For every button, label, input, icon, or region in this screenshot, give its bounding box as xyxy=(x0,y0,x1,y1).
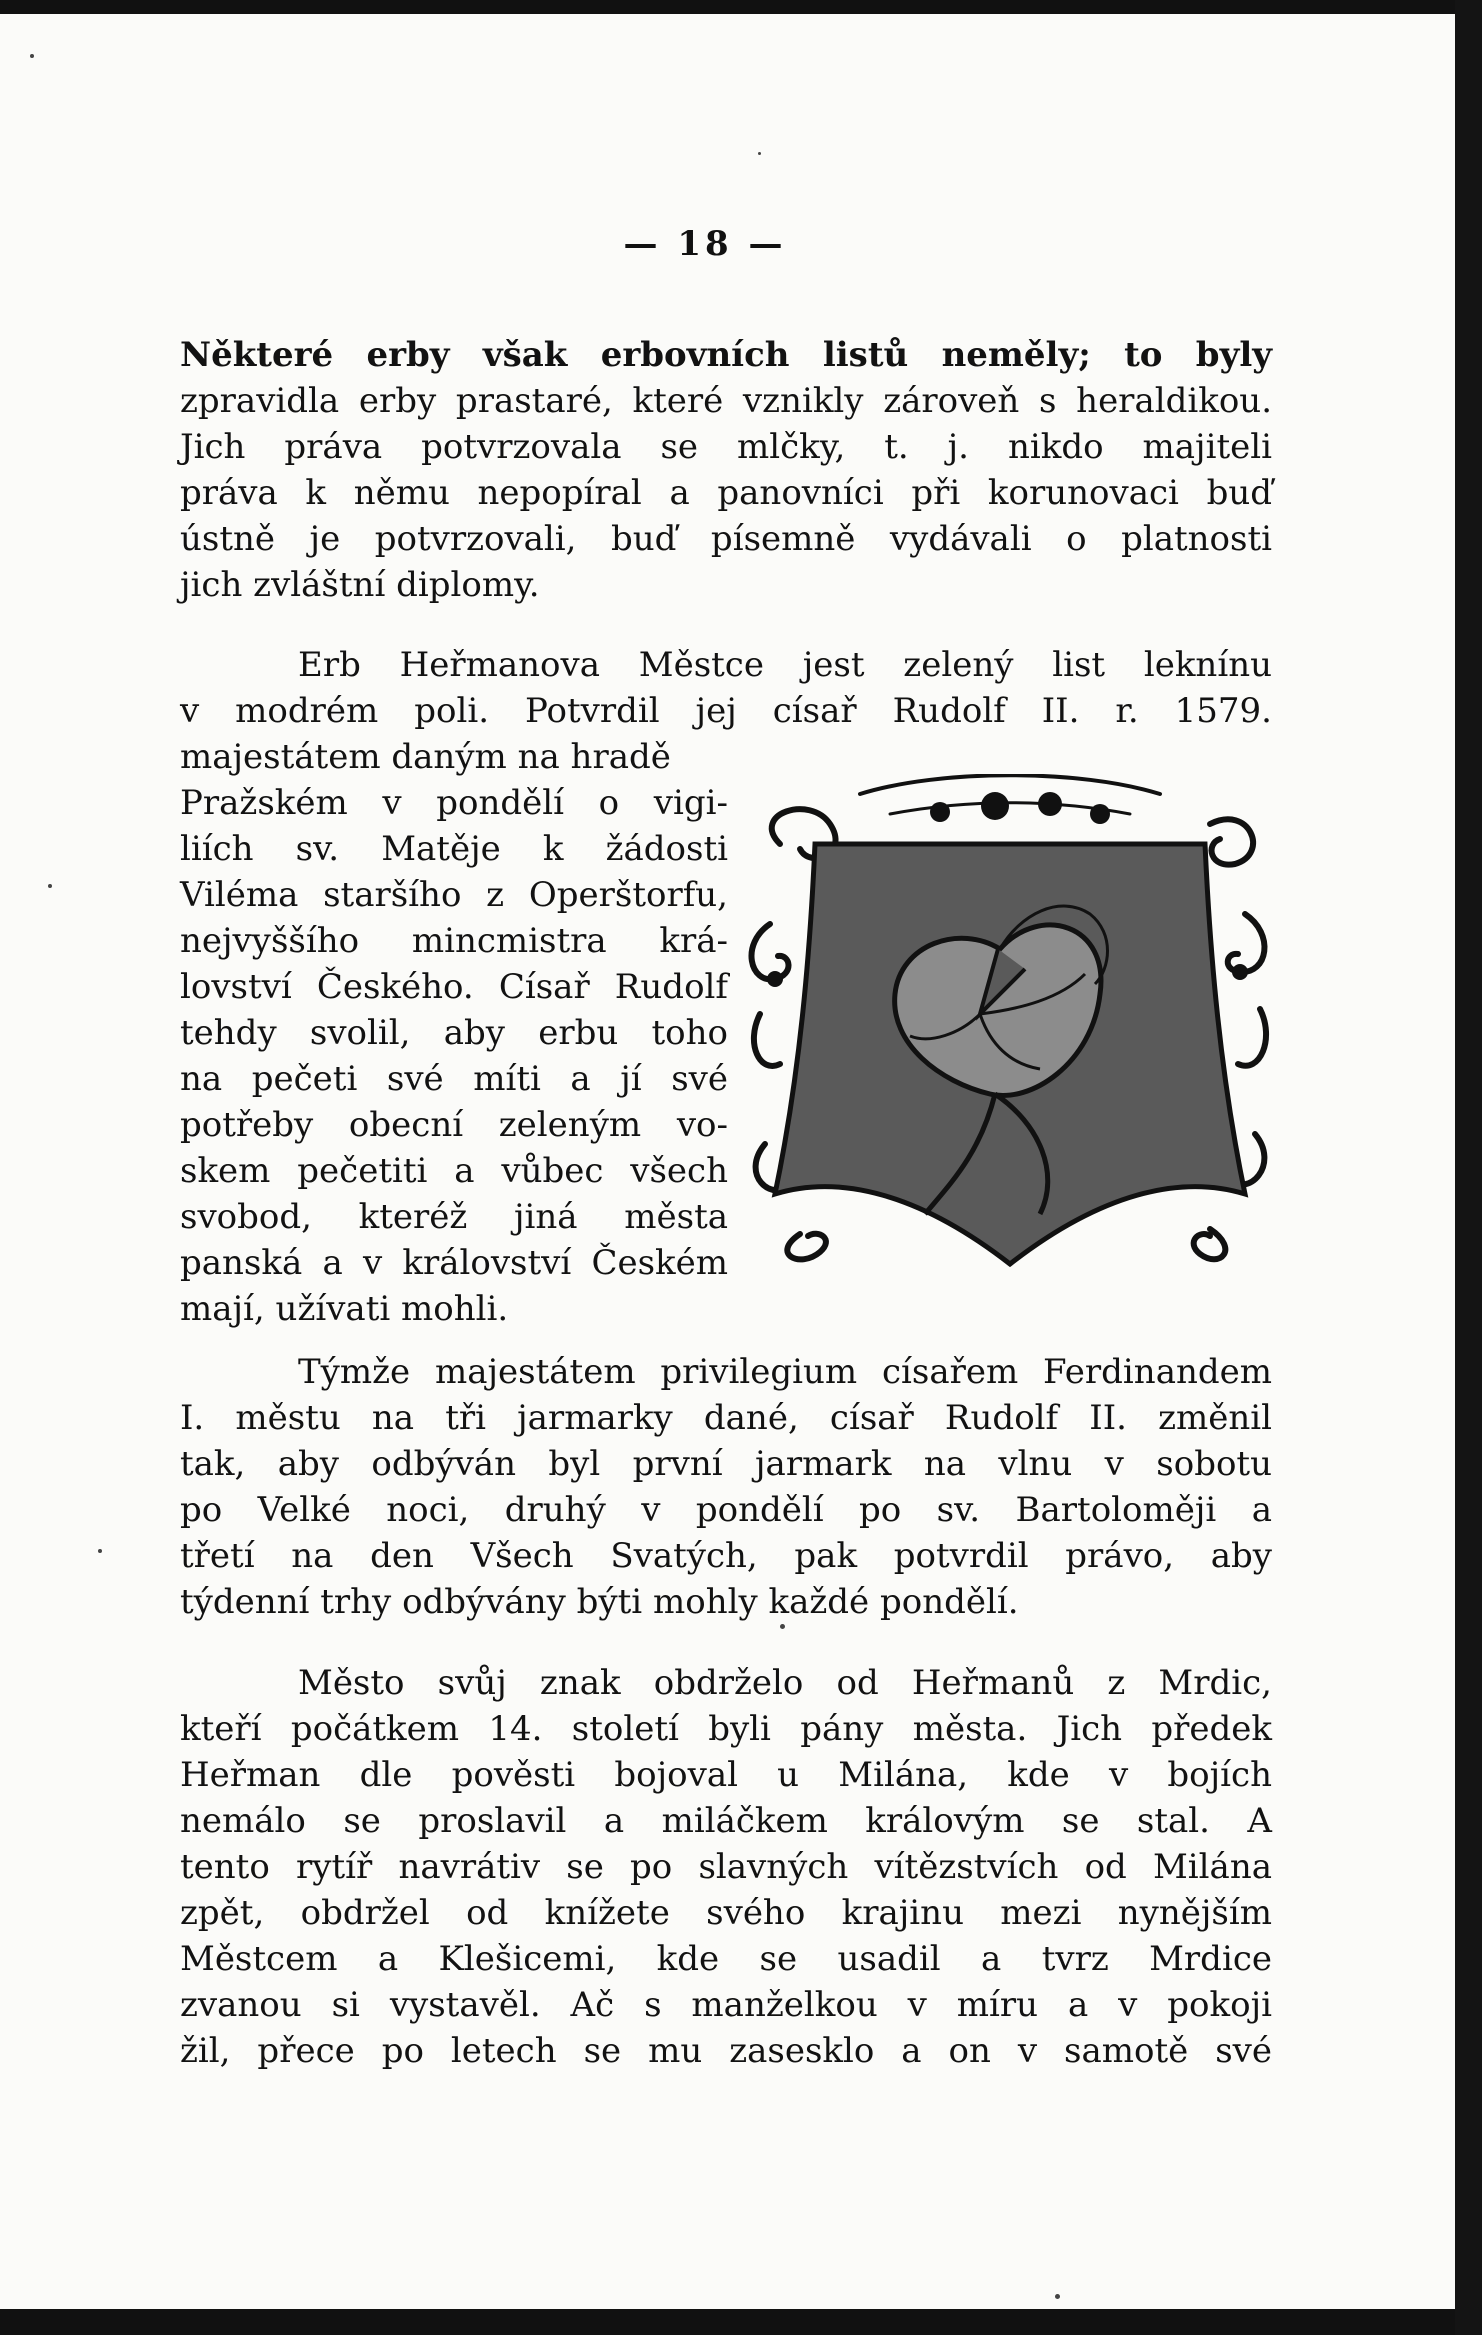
paper-speck xyxy=(758,152,761,155)
text-line: práva k němu nepopíral a panovníci při korunovaci buď xyxy=(180,473,1272,513)
text-line: Týmže majestátem privilegium císařem Ferdinandem xyxy=(298,1352,1272,1392)
text-line: Viléma staršího z Operštorfu, xyxy=(180,875,728,915)
text-line: ústně je potvrzovali, buď písemně vydávali o platnosti xyxy=(180,519,1272,559)
paper-speck xyxy=(98,1549,102,1553)
coat-of-arms-illustration xyxy=(740,774,1280,1269)
text-line: Pražském v pondělí o vigi- xyxy=(180,783,728,823)
text-line: třetí na den Všech Svatých, pak potvrdil právo, aby xyxy=(180,1536,1272,1576)
text-line: zvanou si vystavěl. Ač s manželkou v míru a v pokoji xyxy=(180,1985,1272,2025)
text-line: tehdy svolil, aby erbu toho xyxy=(180,1013,728,1053)
text-line: Heřman dle pověsti bojoval u Milána, kde v bojích xyxy=(180,1755,1272,1795)
paper-speck xyxy=(48,884,52,888)
text-line: kteří počátkem 14. století byli pány města. Jich předek xyxy=(180,1709,1272,1749)
text-line: nejvyššího mincmistra krá- xyxy=(180,921,728,961)
scan-edge-shadow xyxy=(1455,0,1482,2335)
text-line: mají, užívati mohli. xyxy=(180,1289,509,1329)
text-line: panská a v království Českém xyxy=(180,1243,728,1283)
text-line: tak, aby odbýván byl první jarmark na vlnu v sobotu xyxy=(180,1444,1272,1484)
text-line: zpravidla erby prastaré, které vznikly zároveň s heraldikou. xyxy=(180,381,1272,421)
paper-speck xyxy=(1055,2294,1060,2299)
text-line: nemálo se proslavil a miláčkem královým se stal. A xyxy=(180,1801,1272,1841)
text-line: žil, přece po letech se mu zasesklo a on v samotě své xyxy=(180,2031,1272,2071)
text-line: I. městu na tři jarmarky dané, císař Rudolf II. změnil xyxy=(180,1398,1272,1438)
text-line: Erb Heřmanova Městce jest zelený list leknínu xyxy=(298,645,1272,685)
paper-speck xyxy=(30,54,34,58)
text-line: týdenní trhy odbývány býti mohly každé pondělí. xyxy=(180,1582,1019,1622)
text-line: jich zvláštní diplomy. xyxy=(180,565,540,605)
page-number: — 18 — xyxy=(623,224,787,264)
text-line: svobod, kteréž jiná města xyxy=(180,1197,728,1237)
text-line: Město svůj znak obdrželo od Heřmanů z Mrdic, xyxy=(298,1663,1272,1703)
text-line: zpět, obdržel od knížete svého krajinu mezi nynějším xyxy=(180,1893,1272,1933)
text-line: na pečeti své míti a jí své xyxy=(180,1059,728,1099)
text-line: skem pečetiti a vůbec všech xyxy=(180,1151,728,1191)
text-line: Městcem a Klešicemi, kde se usadil a tvrz Mrdice xyxy=(180,1939,1272,1979)
text-line: potřeby obecní zeleným vo- xyxy=(180,1105,728,1145)
text-line: majestátem daným na hradě xyxy=(180,737,671,777)
text-line: lovství Českého. Císař Rudolf xyxy=(180,967,728,1007)
text-line: v modrém poli. Potvrdil jej císař Rudolf II. r. 1579. xyxy=(180,691,1272,731)
text-line: tento rytíř navrátiv se po slavných vítězstvích od Milána xyxy=(180,1847,1272,1887)
text-line: Jich práva potvrzovala se mlčky, t. j. nikdo majiteli xyxy=(180,427,1272,467)
text-line: Některé erby však erbovních listů neměly; to byly xyxy=(180,335,1272,375)
text-line: liích sv. Matěje k žádosti xyxy=(180,829,728,869)
text-line: po Velké noci, druhý v pondělí po sv. Bartoloměji a xyxy=(180,1490,1272,1530)
